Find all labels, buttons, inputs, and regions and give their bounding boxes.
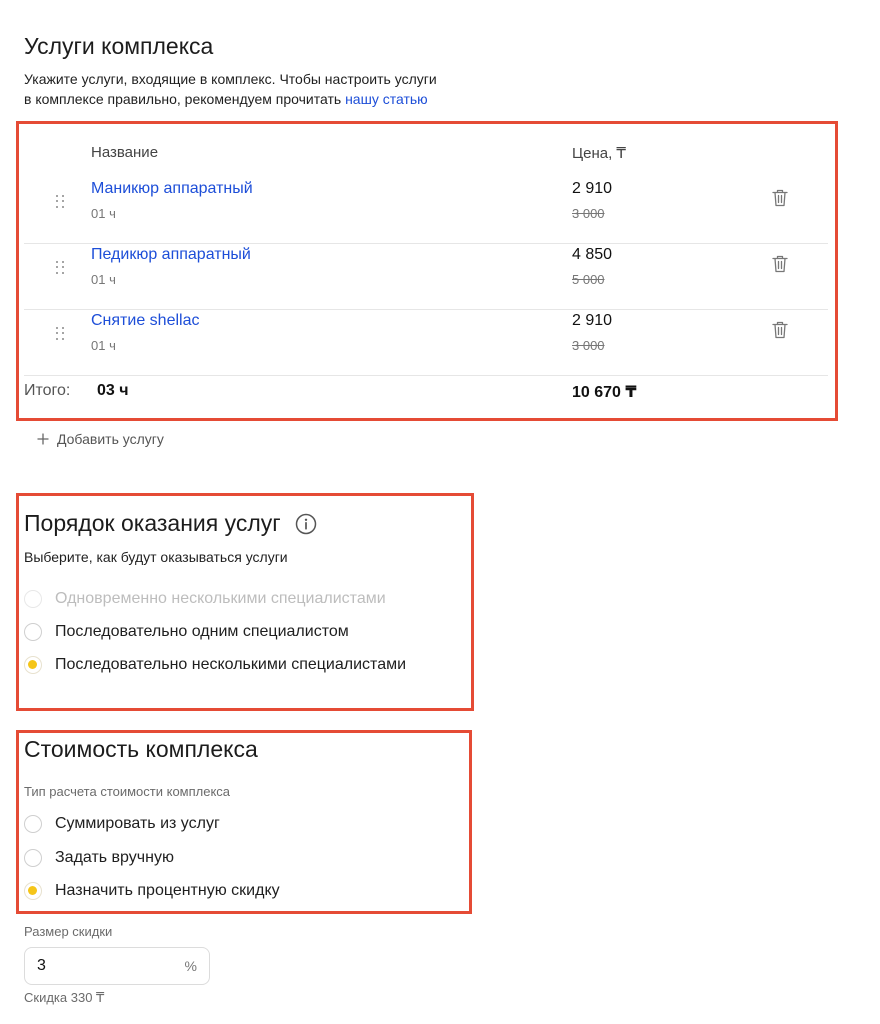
total-price: 10 670 ₸ [572,384,637,401]
total-duration: 03 ч [97,382,129,399]
service-duration: 01 ч [91,338,116,353]
column-header-name: Название [91,144,159,161]
services-description-line1: Укажите услуги, входящие в комплекс. Чтобы настроить услуги [24,71,437,87]
table-row [24,177,828,244]
trash-icon[interactable] [772,255,788,273]
radio-label: Назначить процентную скидку [55,882,280,899]
service-old-price: 5 000 [572,272,605,287]
article-link[interactable]: нашу статью [345,91,428,107]
add-service-button[interactable] [37,431,164,447]
radio-option-percent[interactable] [24,879,280,903]
service-old-price: 3 000 [572,338,605,353]
plus-icon [37,433,49,445]
services-title: Услуги комплекса [24,33,214,59]
order-title-wrap [24,510,317,537]
column-header-price: Цена, ₸ [572,145,626,162]
service-price: 4 850 [572,246,613,263]
radio-option-sum[interactable] [24,812,220,836]
radio-button[interactable] [24,815,42,833]
radio-button[interactable] [24,656,42,674]
service-price: 2 910 [572,180,613,197]
service-duration: 01 ч [91,206,116,221]
service-duration: 01 ч [91,272,116,287]
cost-title: Стоимость комплекса [24,736,258,762]
service-name-link[interactable]: Снятие shellac [91,312,200,329]
radio-option-sequential-one[interactable] [24,620,349,644]
cost-subtitle: Тип расчета стоимости комплекса [24,784,231,799]
drag-handle-icon[interactable] [56,195,66,209]
percent-suffix: % [184,958,197,974]
services-description-line2: в комплексе правильно, рекомендуем прочитать нашу статью [24,91,428,107]
radio-option-manual[interactable] [24,846,174,870]
add-service-label: Добавить услугу [57,431,164,447]
drag-handle-icon[interactable] [56,327,66,341]
drag-handle-icon[interactable] [56,261,66,275]
total-label: Итого: [24,382,71,399]
radio-option-sequential-many[interactable] [24,653,406,677]
radio-label: Одновременно несколькими специалистами [55,590,386,607]
trash-icon[interactable] [772,189,788,207]
service-price: 2 910 [572,312,613,329]
radio-button [24,590,42,608]
discount-result: Скидка 330 ₸ [24,990,105,1005]
radio-option-simultaneous [24,587,386,611]
radio-label: Задать вручную [55,849,174,866]
order-title: Порядок оказания услуг [24,510,281,536]
service-old-price: 3 000 [572,206,605,221]
radio-button[interactable] [24,849,42,867]
discount-field[interactable] [24,947,210,985]
services-description [24,69,544,109]
radio-label: Суммировать из услуг [55,815,220,832]
radio-label: Последовательно одним специалистом [55,623,349,640]
discount-input[interactable] [35,956,179,976]
radio-button[interactable] [24,623,42,641]
discount-label: Размер скидки [24,924,113,939]
trash-icon[interactable] [772,321,788,339]
table-row [24,309,828,376]
service-name-link[interactable]: Педикюр аппаратный [91,246,251,263]
table-row [24,243,828,310]
radio-button[interactable] [24,882,42,900]
order-description: Выберите, как будут оказываться услуги [24,549,288,565]
radio-label: Последовательно несколькими специалистами [55,656,407,673]
info-icon[interactable] [295,513,317,535]
service-name-link[interactable]: Маникюр аппаратный [91,180,253,197]
